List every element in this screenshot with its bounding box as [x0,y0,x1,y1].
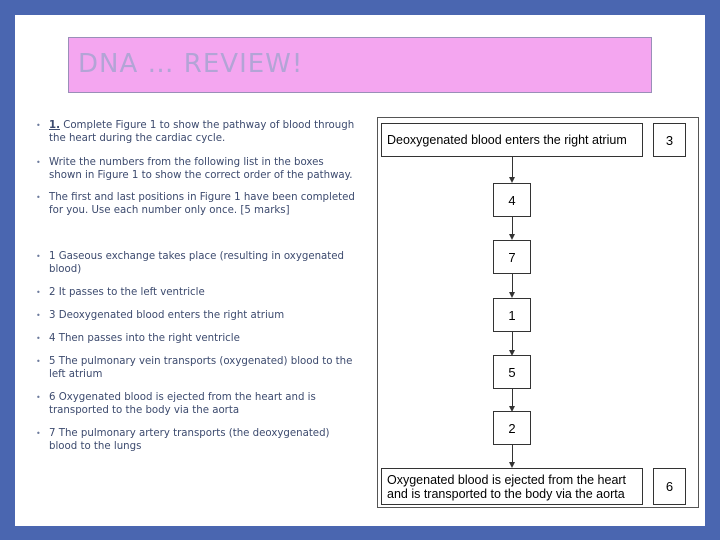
connector-line [512,332,513,352]
list-item-text: Write the numbers from the following list in the boxes shown in Figure 1 to show the correct order of the pathway. [49,157,353,181]
bullet-icon: • [36,334,41,343]
answer-box-4: 5 [493,355,531,389]
answer-box-2: 7 [493,240,531,274]
question-number: 1. [49,120,60,131]
list-item-text: 3 Deoxygenated blood enters the right atrium [49,310,285,321]
bullet-icon: • [36,429,41,438]
list-item-text: The first and last positions in Figure 1 have been completed for you. Use each number only once. [5 marks] [49,192,355,216]
bullet-icon: • [36,393,41,402]
bullet-icon: • [36,357,41,366]
list-item-text: 2 It passes to the left ventricle [49,287,205,298]
start-number-box: 3 [653,123,686,157]
end-number-box: 6 [653,468,686,505]
connector-line [512,157,513,179]
list-item-text: 4 Then passes into the right ventricle [49,333,240,344]
bullet-icon: • [36,252,41,261]
answer-box-3: 1 [493,298,531,332]
bullet-icon: • [36,193,41,202]
bullet-icon: • [36,288,41,297]
list-item-text: 5 The pulmonary vein transports (oxygenated) blood to the left atrium [49,356,353,380]
bullet-icon: • [36,311,41,320]
slide-title: DNA … REVIEW! [78,49,304,79]
end-step-box: Oxygenated blood is ejected from the heart and is transported to the body via the aorta [381,468,643,505]
title-banner [68,37,652,93]
list-item-text: Complete Figure 1 to show the pathway of blood through the heart during the cardiac cycle. [49,120,355,144]
pathway-figure [377,117,699,508]
answer-box-1: 4 [493,183,531,217]
start-step-box: Deoxygenated blood enters the right atrium [381,123,643,157]
bullet-icon: • [36,121,41,130]
bullet-icon: • [36,158,41,167]
connector-line [512,274,513,294]
list-item-text: 1 Gaseous exchange takes place (resulting in oxygenated blood) [49,251,345,275]
answer-box-5: 2 [493,411,531,445]
list-item-text: 6 Oxygenated blood is ejected from the heart and is transported to the body via the aorta [49,392,316,416]
list-item-text: 7 The pulmonary artery transports (the deoxygenated) blood to the lungs [49,428,330,452]
